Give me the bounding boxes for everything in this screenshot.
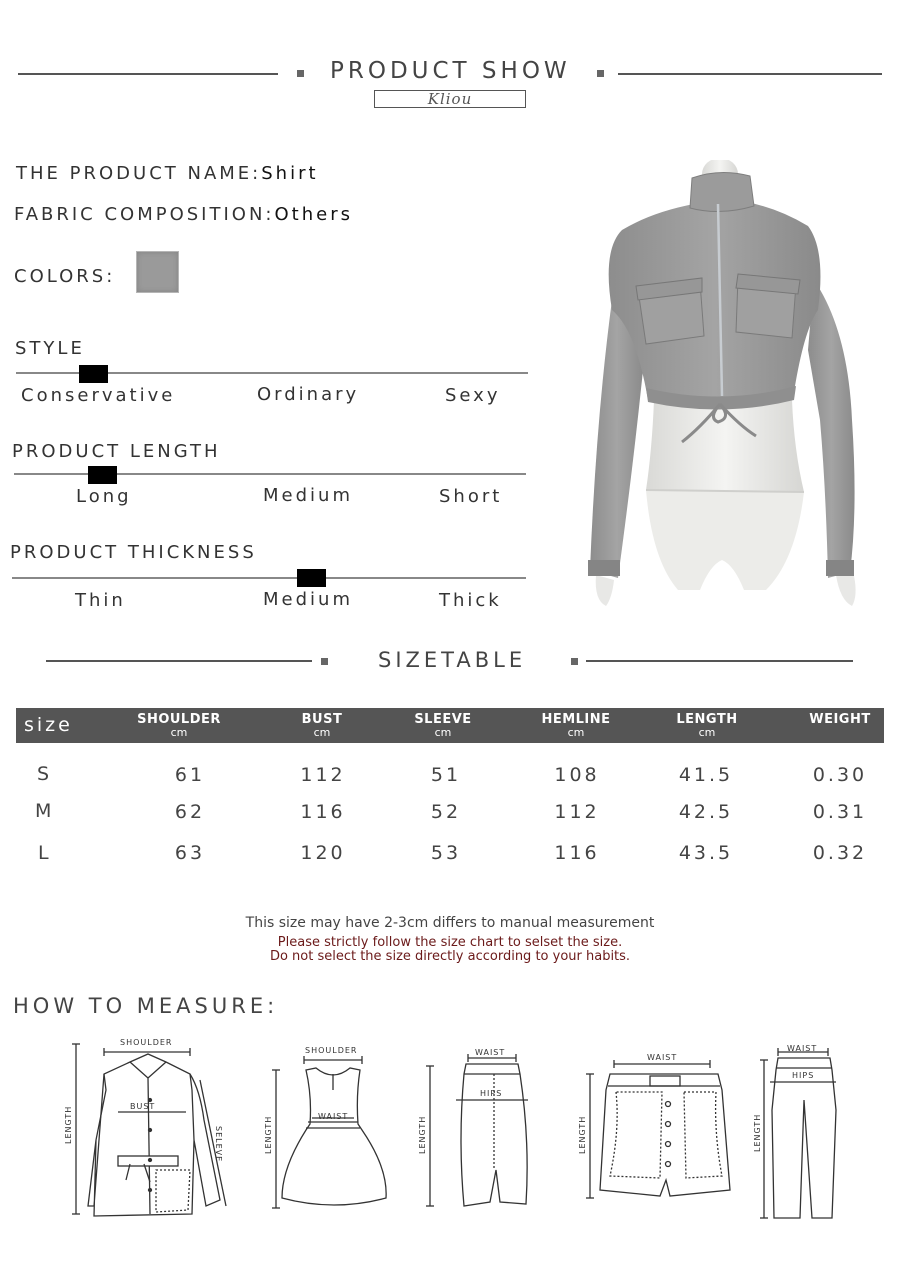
jacket-length-label: LENGTH bbox=[64, 1105, 73, 1144]
table-cell-hemline: 116 bbox=[554, 842, 600, 864]
skirt-hips-label: HIPS bbox=[480, 1089, 503, 1098]
table-cell-bust: 112 bbox=[300, 764, 346, 786]
table-cell-bust: 116 bbox=[300, 801, 346, 823]
header-rule-left bbox=[18, 73, 278, 75]
table-cell-bust: 120 bbox=[300, 842, 346, 864]
style-option-sexy: Sexy bbox=[445, 385, 501, 406]
length-column-header: LENGTH cm bbox=[676, 712, 738, 739]
skirt-waist-label: WAIST bbox=[475, 1048, 506, 1057]
table-cell-size: S bbox=[37, 763, 50, 785]
length-scale-marker bbox=[88, 466, 117, 484]
shorts-waist-label: WAIST bbox=[647, 1053, 678, 1062]
header-dot-right bbox=[597, 70, 604, 77]
table-cell-size: M bbox=[35, 800, 52, 822]
table-cell-length: 41.5 bbox=[678, 764, 734, 786]
table-cell-sleeve: 52 bbox=[430, 801, 462, 823]
pants-hips-label: HIPS bbox=[792, 1071, 815, 1080]
page-title: PRODUCT SHOW bbox=[330, 58, 571, 84]
sizetable-dot-left bbox=[321, 658, 328, 665]
mannequin-hand-left bbox=[596, 575, 614, 606]
length-title: PRODUCT LENGTH bbox=[12, 441, 221, 462]
length-option-short: Short bbox=[439, 486, 503, 507]
product-name-label: THE PRODUCT NAME: bbox=[16, 163, 262, 184]
jacket-shoulder-label: SHOULDER bbox=[120, 1038, 173, 1047]
style-option-ordinary: Ordinary bbox=[257, 384, 360, 405]
weight-column-header: WEIGHT bbox=[809, 712, 871, 727]
thickness-option-thin: Thin bbox=[75, 590, 126, 611]
table-cell-shoulder: 63 bbox=[174, 842, 206, 864]
mannequin-legs bbox=[646, 490, 804, 590]
sizetable-dot-right bbox=[571, 658, 578, 665]
sizetable-rule-right bbox=[586, 660, 853, 662]
table-cell-hemline: 108 bbox=[554, 764, 600, 786]
thickness-option-medium: Medium bbox=[263, 589, 353, 610]
shorts-diagram bbox=[586, 1060, 730, 1198]
measurement-note: This size may have 2-3cm differs to manual measurement bbox=[245, 915, 655, 931]
product-name-value: Shirt bbox=[261, 163, 319, 184]
table-cell-shoulder: 61 bbox=[174, 764, 206, 786]
jacket-sleeve-right bbox=[808, 280, 855, 578]
table-cell-hemline: 112 bbox=[554, 801, 600, 823]
measure-diagrams bbox=[0, 1030, 900, 1230]
table-cell-weight: 0.31 bbox=[812, 801, 868, 823]
header-dot-left bbox=[297, 70, 304, 77]
colors-label: COLORS: bbox=[14, 266, 116, 287]
fabric-row bbox=[14, 204, 353, 225]
jacket-bust-label: BUST bbox=[130, 1102, 156, 1111]
style-option-conservative: Conservative bbox=[21, 385, 176, 406]
pants-waist-label: WAIST bbox=[787, 1044, 818, 1053]
thickness-scale-marker bbox=[297, 569, 326, 587]
dress-diagram bbox=[272, 1056, 386, 1208]
size-warning-line1: Please strictly follow the size chart to selset the size. bbox=[277, 935, 623, 950]
table-cell-sleeve: 53 bbox=[430, 842, 462, 864]
jacket-collar bbox=[690, 172, 754, 211]
thickness-option-thick: Thick bbox=[439, 590, 502, 611]
color-swatch-gray[interactable] bbox=[136, 251, 179, 293]
fabric-label: FABRIC COMPOSITION: bbox=[14, 204, 275, 225]
fabric-value: Others bbox=[274, 204, 353, 225]
dress-length-label: LENGTH bbox=[264, 1115, 273, 1154]
hemline-column-header: HEMLINE cm bbox=[541, 712, 611, 739]
style-scale-marker bbox=[79, 365, 108, 383]
sleeve-column-header: SLEEVE cm bbox=[414, 712, 472, 739]
size-warning-line2: Do not select the size directly according to your habits. bbox=[269, 949, 631, 964]
sizetable-title: SIZETABLE bbox=[378, 648, 527, 672]
jacket-diagram bbox=[72, 1044, 226, 1216]
jacket-cuff-left bbox=[588, 560, 620, 576]
table-cell-weight: 0.32 bbox=[812, 842, 868, 864]
table-cell-size: L bbox=[38, 842, 49, 864]
thickness-title: PRODUCT THICKNESS bbox=[10, 542, 257, 563]
style-title: STYLE bbox=[15, 338, 85, 359]
skirt-length-label: LENGTH bbox=[418, 1115, 427, 1154]
size-column-header: size bbox=[24, 714, 73, 736]
sizetable-rule-left bbox=[46, 660, 312, 662]
header-rule-right bbox=[618, 73, 882, 75]
bust-column-header: BUST cm bbox=[301, 712, 343, 739]
dress-shoulder-label: SHOULDER bbox=[305, 1046, 358, 1055]
skirt-diagram bbox=[426, 1054, 528, 1206]
table-cell-length: 42.5 bbox=[678, 801, 734, 823]
table-cell-sleeve: 51 bbox=[430, 764, 462, 786]
jacket-sleeve-label: SELEVE bbox=[214, 1126, 223, 1163]
how-to-measure-title: HOW TO MEASURE: bbox=[13, 994, 279, 1018]
brand-name: Kliou bbox=[374, 90, 526, 108]
length-option-medium: Medium bbox=[263, 485, 353, 506]
product-name-row bbox=[16, 163, 319, 184]
table-cell-length: 43.5 bbox=[678, 842, 734, 864]
product-photo bbox=[582, 160, 882, 608]
mannequin-hand-right bbox=[836, 575, 856, 606]
table-cell-shoulder: 62 bbox=[174, 801, 206, 823]
length-option-long: Long bbox=[76, 486, 132, 507]
thickness-scale-track bbox=[12, 577, 526, 579]
pants-length-label: LENGTH bbox=[753, 1113, 762, 1152]
jacket-cuff-right bbox=[826, 560, 854, 576]
shorts-length-label: LENGTH bbox=[578, 1115, 587, 1154]
shoulder-column-header: SHOULDER cm bbox=[137, 712, 221, 739]
dress-waist-label: WAIST bbox=[318, 1112, 349, 1121]
size-table-header bbox=[16, 708, 884, 743]
table-cell-weight: 0.30 bbox=[812, 764, 868, 786]
